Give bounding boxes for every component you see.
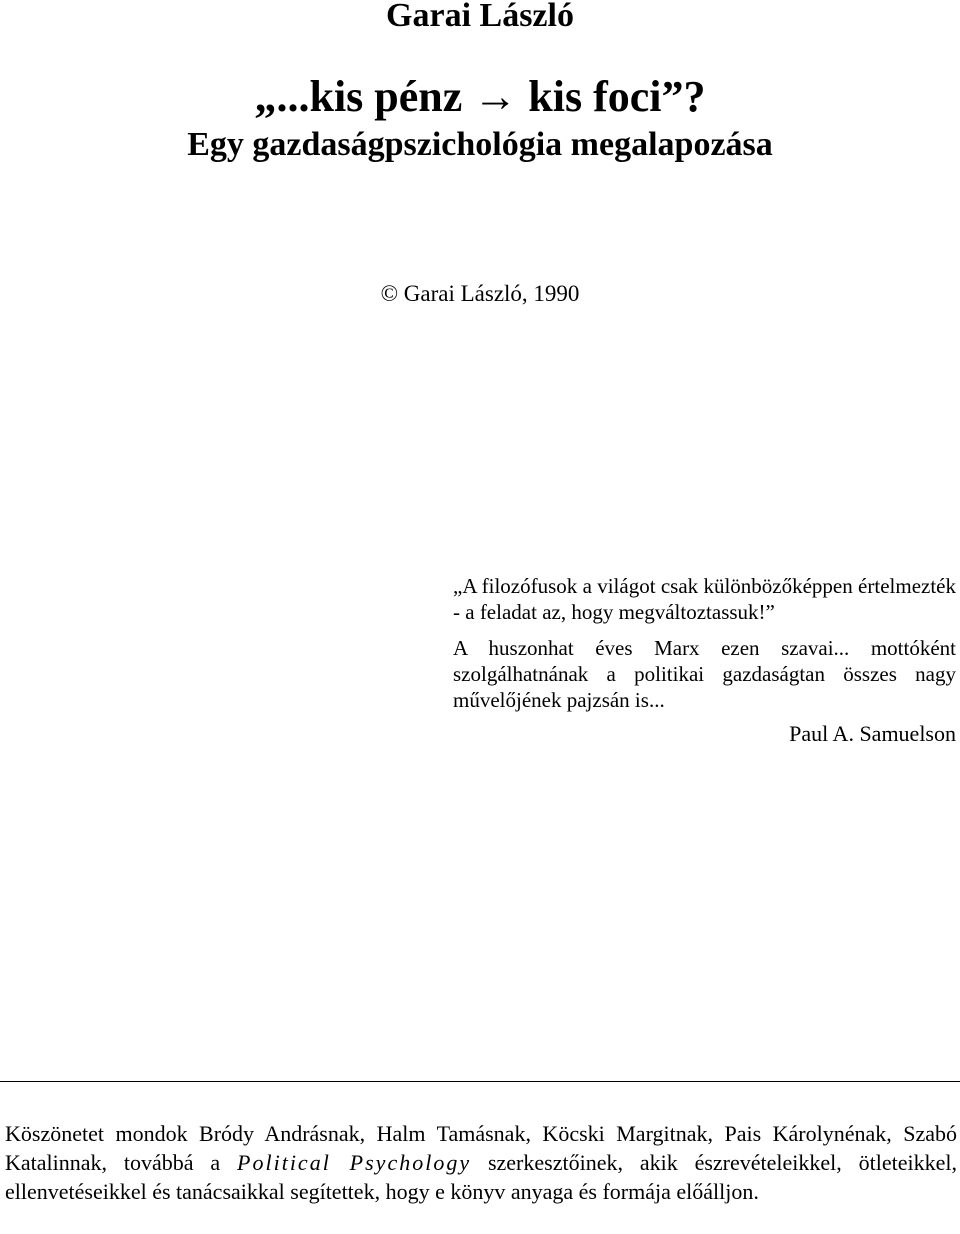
- page-title: „...kis pénz → kis foci”?: [254, 72, 706, 121]
- acknowledgement-paragraph: [5, 1119, 957, 1206]
- author-name: Garai László: [386, 0, 574, 34]
- copyright-notice: © Garai László, 1990: [380, 281, 580, 306]
- epigraph-comment: A huszonhat éves Marx ezen szavai... mottóként szolgálhatnának a politikai gazdaságtan összes nagy művelőjének pajzsán is...: [453, 636, 956, 712]
- footer-divider: [0, 1081, 960, 1082]
- page-subtitle: Egy gazdaságpszichológia megalapozása: [187, 126, 773, 163]
- epigraph-quote: „A filozófusok a világot csak különbözőképpen értelmezték - a feladat az, hogy megváltoztassuk!”: [453, 574, 956, 624]
- journal-title: Political Psychology: [237, 1150, 472, 1175]
- acknowledgement-text-start: Köszönetet mondok Bródy Andrásnak, Halm Tamásnak, Köcski Margitnak, Pais Károlynénak, Szabó Katalinnak, továbbá a: [5, 1121, 957, 1175]
- acknowledgement-text-end: szerkesztőinek, akik észrevételeikkel, ötleteikkel, ellenvetéseikkel és tanácsaikkal segítettek, hogy e könyv anyaga és formája előálljon.: [5, 1150, 957, 1204]
- epigraph-attribution: Paul A. Samuelson: [789, 721, 956, 746]
- epigraph: [453, 573, 956, 747]
